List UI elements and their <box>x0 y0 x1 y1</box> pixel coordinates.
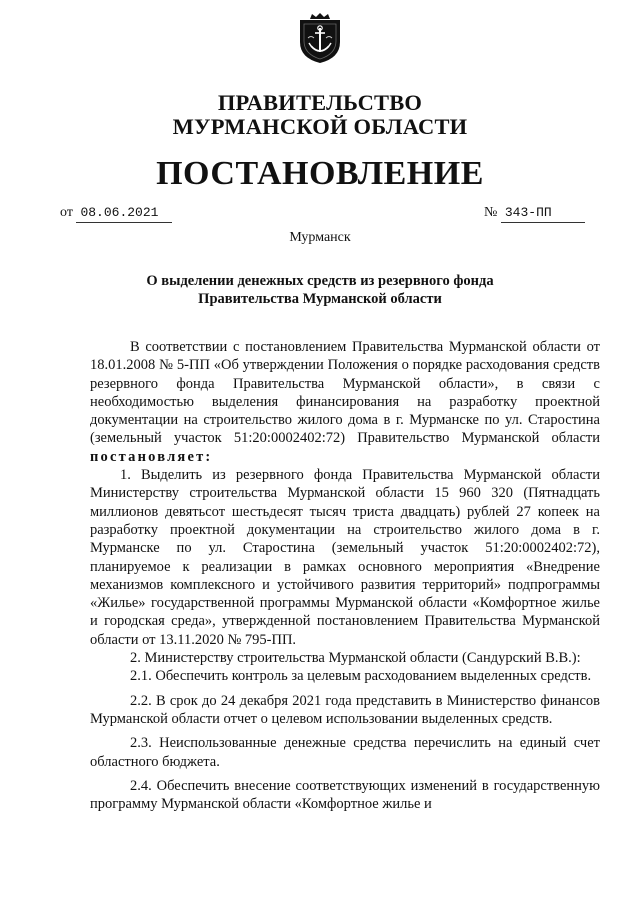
preamble-paragraph <box>90 338 600 466</box>
coat-of-arms-icon <box>298 12 342 64</box>
item-2: 2. Министерству строительства Мурманской области (Сандурский В.В.): <box>130 650 581 667</box>
decree-word: постановляет: <box>90 448 213 465</box>
organization-name-line1: ПРАВИТЕЛЬСТВО <box>217 90 423 115</box>
item-2-1: 2.1. Обеспечить контроль за целевым расходованием выделенных средств. <box>130 668 592 685</box>
subject-line1: О выделении денежных средств из резервного фонда <box>146 273 494 289</box>
subject-line2: Правительства Мурманской области <box>198 291 442 307</box>
organization-name-line2: МУРМАНСКОЙ ОБЛАСТИ <box>172 114 468 139</box>
item-2-2: 2.2. В срок до 24 декабря 2021 года представить в Министерство финансов Мурманской области отчет о целевом использовании выделенных средств. <box>90 692 600 727</box>
date-value: 08.06.2021 <box>76 204 172 223</box>
number-value: 343-ПП <box>501 204 585 223</box>
item-2-4: 2.4. Обеспечить внесение соответствующих изменений в государственную программу Мурманской области «Комфортное жилье и <box>90 777 600 813</box>
preamble-text: В соответствии с постановлением Правительства Мурманской области от 18.01.2008 № 5-ПП «Об утверждении Положения о порядке расходования средств резервного фонда Правительства Мурманской области», в связи с необходимостью выделения финансирования на разработку проектной документации на строительство жилого дома в г. Мурманске по ул. Старостина (земельный участок 51:20:0002402:72) Правительство Мурманской области <box>90 339 600 447</box>
document-body <box>90 338 600 813</box>
document-number <box>484 204 585 223</box>
item-2-3: 2.3. Неиспользованные денежные средства перечислить на единый счет областного бюджета. <box>90 735 600 770</box>
city-name: Мурманск <box>289 230 351 245</box>
number-prefix: № <box>484 205 498 220</box>
document-date <box>60 204 172 223</box>
date-prefix: от <box>60 205 73 220</box>
document-type-title: ПОСТАНОВЛЕНИЕ <box>156 155 484 192</box>
item-1: 1. Выделить из резервного фонда Правительства Мурманской области Министерству строительства Мурманской области 15 960 320 (Пятнадцать миллионов девятьсот шестьдесят тысяч триста двадцать) рублей 27 копеек на разработку проектной документации на строительство жилого дома в г. Мурманске по ул. Старостина (земельный участок 51:20:0002402:72), планируемое к реализации в рамках основного мероприятия «Внедрение механизмов комплексного и устойчивого развития территорий» подпрограммы «Жилье» государственной программы Мурманской области «Комфортное жилье и городская среда», утвержденной постановлением Правительства Мурманской области от 13.11.2020 № 795-ПП. <box>90 467 600 648</box>
